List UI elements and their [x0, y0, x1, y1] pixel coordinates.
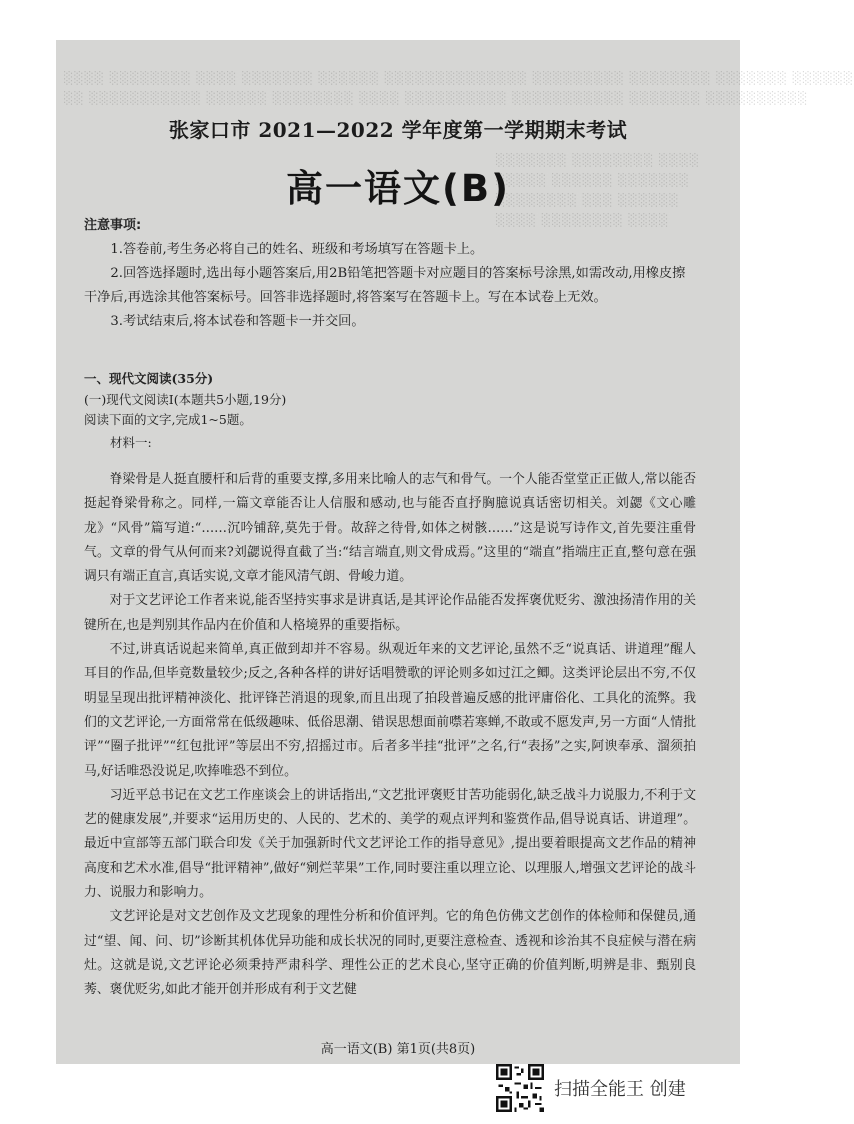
- bleed-through-text: ░░░░ ░░░░░░░░ ░░░░ ░░░░░░░ ░░░░░░ ░░░░░░░░░░░░░░ ░░░░░░░░░ ░░░░░░░░ ░░░░░░░ ░░░░░░ ░░ ░░░░░░░░░░░ ░░░░░░ ░░░░░░░░ ░░░░ ░░░░░░░░░░ ░░░░░░░░░░░ ░░░░░░░ ░░░░░░░░░░: [64, 71, 854, 105]
- scanner-watermark-text: 扫描全能王 创建: [554, 1079, 686, 1100]
- exam-title: 张家口市 2021—2022 学年度第一学期期末考试: [168, 118, 628, 142]
- paragraph: 不过,讲真话说起来简单,真正做到却并不容易。纵观近年来的文艺评论,虽然不乏“说真话、讲道理”醒人耳目的作品,但毕竟数量较少;反之,各种各样的讲好话唱赞歌的评论则多如过江之鲫。这类评论层出不穷,不仅明显呈现出批评精神淡化、批评锋芒消退的现象,而且出现了拍段普遍反感的批评庸俗化、工具化的流弊。我们的文艺评论,一方面常常在低级趣味、低俗思潮、错误思想面前噤若寒蝉,不敢或不愿发声,另一方面“人情批评”“圈子批评”“红包批评”等层出不穷,招摇过市。后者多半挂“批评”之名,行“表扬”之实,阿谀奉承、溜须拍马,好话唯恐没说足,吹捧唯恐不到位。: [84, 642, 696, 779]
- bleed-through-text: ░░░░░░░ ░░░░░░░░ ░░░░ ░░░░░ ░░░░░░ ░░░░░░░ ░░░░░░░░ ░░░ ░░░░░░ ░░░░ ░░░░░░░░ ░░░░: [496, 153, 700, 227]
- notice-list: [84, 238, 696, 334]
- notice-item: 3.考试结束后,将本试卷和答题卡一并交回。: [110, 314, 365, 329]
- paragraph: 习近平总书记在文艺工作座谈会上的讲话指出,“文艺批评褒贬甘苦功能弱化,缺乏战斗力说服力,不利于文艺的健康发展”,并要求“运用历史的、人民的、艺术的、美学的观点评判和鉴赏作品,倡导说真话、讲道理”。最近中宣部等五部门联合印发《关于加强新时代文艺评论工作的指导意见》,提出要着眼提高文艺作品的精神高度和艺术水准,倡导“批评精神”,做好“剜烂苹果”工作,同时要注重以理立论、以理服人,增强文艺评论的战斗力、说服力和影响力。: [84, 787, 696, 901]
- section-title: 一、现代文阅读(35分): [84, 371, 214, 386]
- section-subtitle: (一)现代文阅读Ⅰ(本题共5小题,19分): [84, 392, 287, 407]
- paragraph: 文艺评论是对文艺创作及文艺现象的理性分析和价值评判。它的角色仿佛文艺创作的体检师和保健员,通过“望、闻、问、切”诊断其机体优异功能和成长状况的同时,更要注意检查、透视和诊治其不良症候与潜在病灶。这就是说,文艺评论必须秉持严肃科学、理性公正的艺术良心,坚守正确的价值判断,明辨是非、甄别良莠、褒优贬劣,如此才能开创并形成有利于文艺健: [84, 909, 696, 998]
- paragraph: 脊梁骨是人挺直腰杆和后背的重要支撑,多用来比喻人的志气和骨气。一个人能否堂堂正正做人,常以能否挺起脊梁骨称之。同样,一篇文章能否让人信服和感动,也与能否直抒胸臆说真话密切相关。刘勰《文心雕龙》“风骨”篇写道:“……沉吟铺辞,莫先于骨。故辞之待骨,如体之树骸……”这是说写诗作文,首先要注重骨气。文章的骨气从何而来?刘勰说得直截了当:“结言端直,则文骨成焉。”这里的“端直”指端庄正直,整句意在强调只有端正直言,真话实说,文章才能风清气朗、骨峻力道。: [84, 472, 696, 585]
- scanner-watermark: [496, 1064, 686, 1112]
- subject-title: 高一语文(B): [285, 167, 511, 210]
- notice-item: 2.回答选择题时,选出每小题答案后,用2B铅笔把答题卡对应题目的答案标号涂黑,如需改动,用橡皮擦干净后,再选涂其他答案标号。回答非选择题时,将答案写在答题卡上。写在本试卷上无效。: [84, 266, 686, 305]
- notice-item: 1.答卷前,考生务必将自己的姓名、班级和考场填写在答题卡上。: [110, 242, 484, 257]
- qr-code-icon: [496, 1064, 544, 1112]
- paragraph: 对于文艺评论工作者来说,能否坚持实事求是讲真话,是其评论作品能否发挥褒优贬劣、激浊扬清作用的关键所在,也是判别其作品内在价值和人格境界的重要指标。: [84, 593, 696, 633]
- page-footer: 高一语文(B) 第1页(共8页): [320, 1042, 476, 1057]
- notice-heading: 注意事项:: [84, 218, 142, 233]
- article-body: [84, 468, 696, 1003]
- section-instruction: 阅读下面的文字,完成1~5题。: [84, 412, 252, 427]
- exam-paper: [56, 40, 854, 1064]
- material-label: 材料一:: [110, 435, 152, 450]
